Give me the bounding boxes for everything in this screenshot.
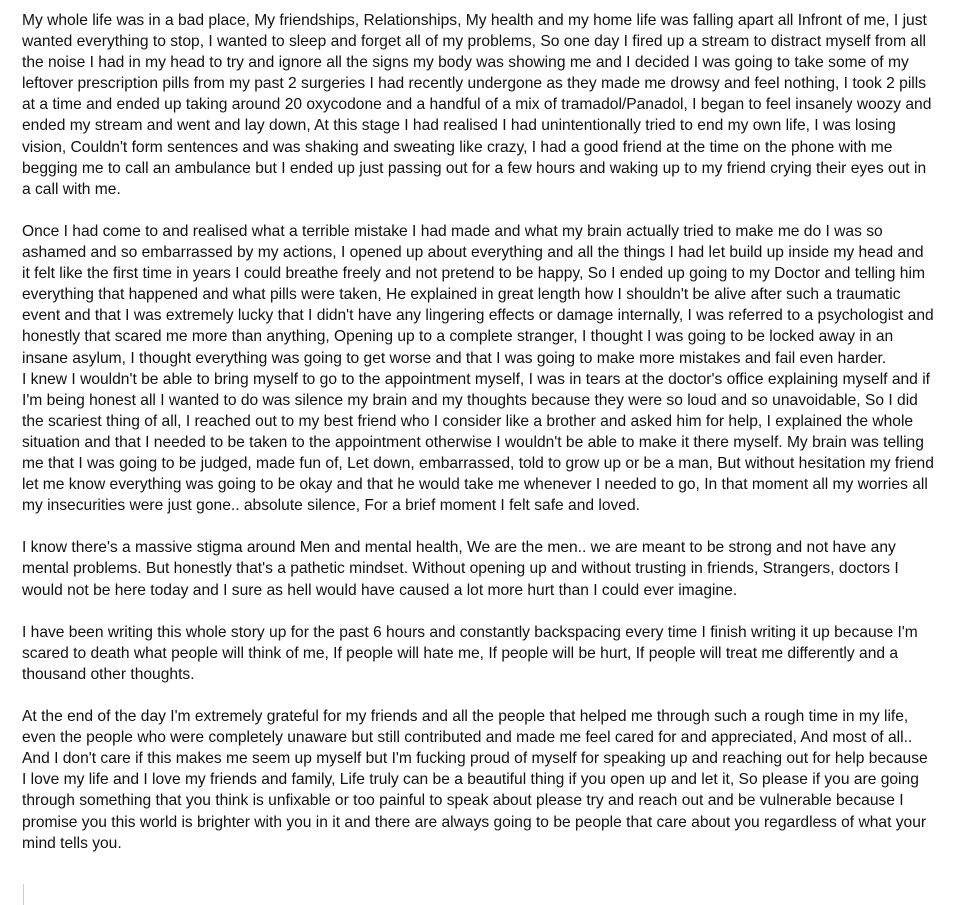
paragraph-4: I know there's a massive stigma around Men and mental health, We are the men.. we are meant to be strong and not have any mental problems. But honestly that's a pathetic mindset. Without opening up and without trusting in friends, Strangers, doctors I would not be here today and I sure as hell would have caused a lot more hurt than I could ever imagine. [22, 539, 899, 599]
paragraph-5: I have been writing this whole story up for the past 6 hours and constantly backspacing every time I finish writing it up because I'm scared to death what people will think of me, If people will hate me, If people will be hurt, If people will treat me differently and a thousand other thoughts. [22, 623, 918, 683]
paragraph-1: My whole life was in a bad place, My friendships, Relationships, My health and my home life was falling apart all Infront of me, I just wanted everything to stop, I wanted to sleep and forget all of my problems, So one day I fired up a stream to distract myself from all the noise I had in my head to try and ignore all the signs my body was showing me and I decided I was going to take some of my leftover prescription pills from my past 2 surgeries I had recently undergone as they made me drowsy and feel nothing, I took 2 pills at a time and ended up taking around 20 oxycodone and a handful of a mix of tramadol/Panadol, I began to feel insanely woozy and ended my stream and went and lay down, At this stage I had realised I had unintentionally tried to end my own life, I was losing vision, Couldn't form sentences and was shaking and sweating like crazy, I had a good friend at the time on the phone with me begging me to call an ambulance but I ended up just passing out for a few hours and waking up to my friend crying their eyes out in a call with me. [22, 12, 932, 198]
paragraph-3: I knew I wouldn't be able to bring myself to go to the appointment myself, I was in tears at the doctor's office explaining myself and if I'm being honest all I wanted to do was silence my brain and my thoughts because they were so loud and so unavoidable, So I did the scariest thing of all, I reached out to my best friend who I consider like a brother and asked him for help, I explained the whole situation and that I needed to be taken to the appointment otherwise I wouldn't be able to make it there myself. My brain was telling me that I was going to be judged, made fun of, Let down, embarrassed, told to grow up or be a man, But without hesitation my friend let me know everything was going to be okay and that he would take me whenever I needed to go, In that moment all my worries all my insecurities were just gone.. absolute silence, For a brief moment I felt safe and loved. [22, 370, 934, 515]
text-cursor-line [23, 884, 24, 905]
paragraph-6: At the end of the day I'm extremely grateful for my friends and all the people that helped me through such a rough time in my life, even the people who were completely unaware but still contributed and made me feel cared for and appreciated, And most of all.. And I don't care if this makes me seem up myself but I'm fucking proud of myself for speaking up and reaching out for help because I love my life and I love my friends and family, Life truly can be a beautiful thing if you open up and let it, So please if you are going through something that you think is unfixable or too painful to speak about please try and reach out and be vulnerable because I promise you this world is brighter with you in it and there are always going to be people that care about you regardless of what your mind tells you. [22, 708, 928, 852]
paragraph-2: Once I had come to and realised what a terrible mistake I had made and what my brain actually tried to make me do I was so ashamed and so embarrassed by my actions, I opened up about everything and all the things I had let build up inside my head and it felt like the first time in years I could breathe freely and not pretend to be happy, So I ended up going to my Doctor and telling him everything that happened and what pills were taken, He explained in great length how I shouldn't be alive after such a traumatic event and that I was extremely lucky that I didn't have any lingering effects or damage internally, I was referred to a psychologist and honestly that scared me more than anything, Opening up to a complete stranger, I thought I was going to be locked away in an insane asylum, I thought everything was going to get worse and that I was going to make more mistakes and fail even harder. [22, 222, 934, 367]
story-document [22, 10, 934, 875]
